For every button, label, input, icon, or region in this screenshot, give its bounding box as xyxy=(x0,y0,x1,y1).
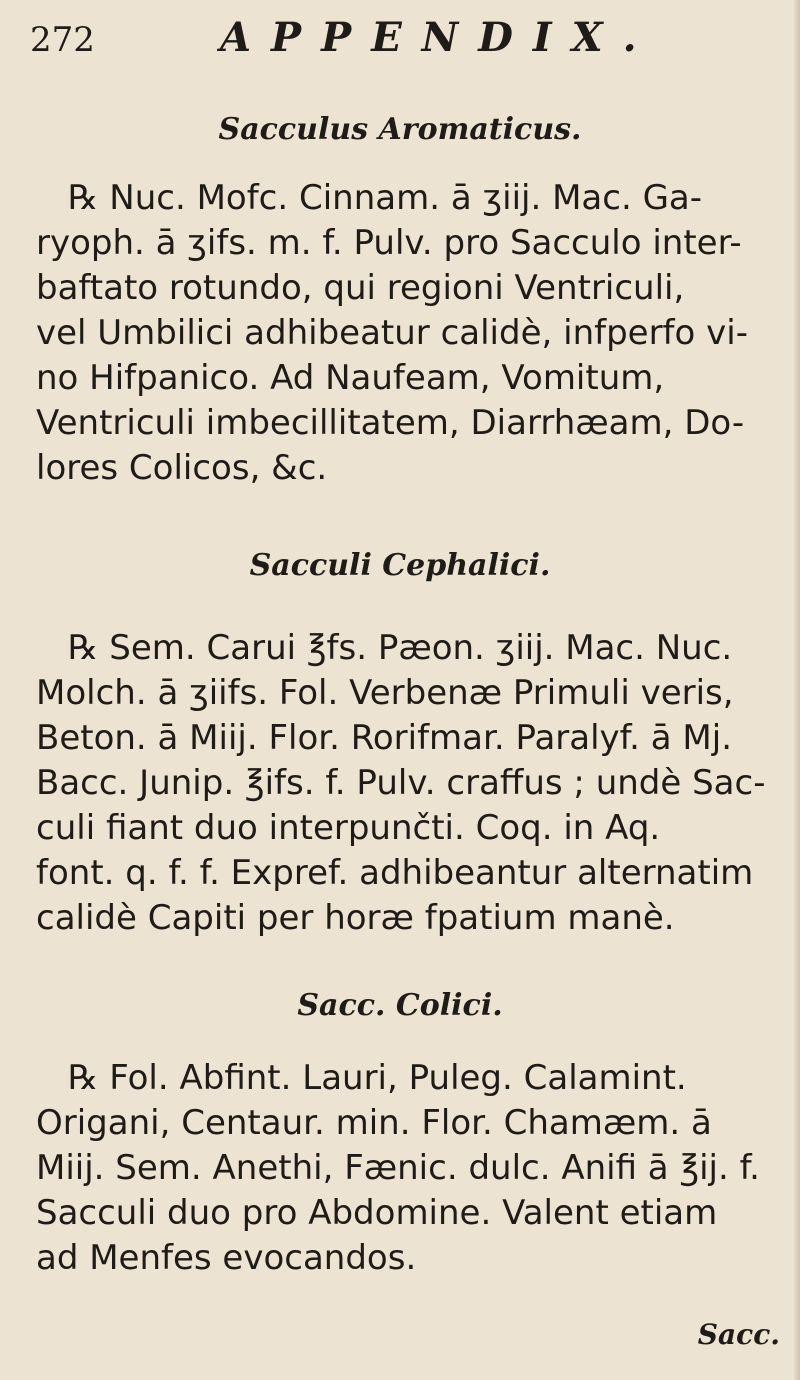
recipe-cephalici xyxy=(36,626,788,941)
text-line: ad Menfes evocandos. xyxy=(36,1238,417,1278)
page-header xyxy=(30,12,770,72)
section-heading-aromaticus: Sacculus Aromaticus. xyxy=(218,112,582,147)
text-line: baftato rotundo, qui regioni Ventriculi, xyxy=(36,268,685,308)
text-line: Miij. Sem. Anethi, Fænic. dulc. Anifi ā ℥ij. f. xyxy=(36,1148,760,1188)
text-line: Origani, Centaur. min. Flor. Chamæm. ā xyxy=(36,1103,712,1143)
recipe-colici xyxy=(36,1056,788,1281)
text-line: font. q. f. f. Expref. adhibeantur alternatim xyxy=(36,853,754,893)
catchword: Sacc. xyxy=(697,1318,780,1351)
text-line: Sacculi duo pro Abdomine. Valent etiam xyxy=(36,1193,718,1233)
text-line: culi fiant duo interpunčti. Coq. in Aq. xyxy=(36,808,661,848)
section-heading-colici: Sacc. Colici. xyxy=(297,988,503,1023)
section-heading-cephalici: Sacculi Cephalici. xyxy=(249,548,551,583)
page-number: 272 xyxy=(30,20,95,60)
recipe-aromaticus xyxy=(36,176,788,491)
text-line: ryoph. ā ʒifs. m. f. Pulv. pro Sacculo inter- xyxy=(36,223,742,263)
text-line: Beton. ā Miij. Flor. Rorifmar. Paralyf. ā Mj. xyxy=(36,718,733,758)
text-line: vel Umbilici adhibeatur calidè, infperfo vi- xyxy=(36,313,748,353)
text-line: calidè Capiti per horæ fpatium manè. xyxy=(36,898,675,938)
text-line: Bacc. Junip. ℥ifs. f. Pulv. craffus ; undè Sac- xyxy=(36,763,766,803)
page-edge-shadow xyxy=(794,0,800,1380)
text-line: no Hifpanico. Ad Naufeam, Vomitum, xyxy=(36,358,665,398)
text-line: ℞ Nuc. Mofc. Cinnam. ā ʒiij. Mac. Ga- xyxy=(68,178,703,218)
text-line: ℞ Sem. Carui ℥fs. Pæon. ʒiij. Mac. Nuc. xyxy=(68,628,733,668)
text-line: Molch. ā ʒiifs. Fol. Verbenæ Primuli veris, xyxy=(36,673,734,713)
running-head: APPENDIX. xyxy=(220,14,657,61)
text-line: ℞ Fol. Abfint. Lauri, Puleg. Calamint. xyxy=(68,1058,687,1098)
text-line: Ventriculi imbecillitatem, Diarrhæam, Do- xyxy=(36,403,745,443)
text-line: lores Colicos, &c. xyxy=(36,448,328,488)
